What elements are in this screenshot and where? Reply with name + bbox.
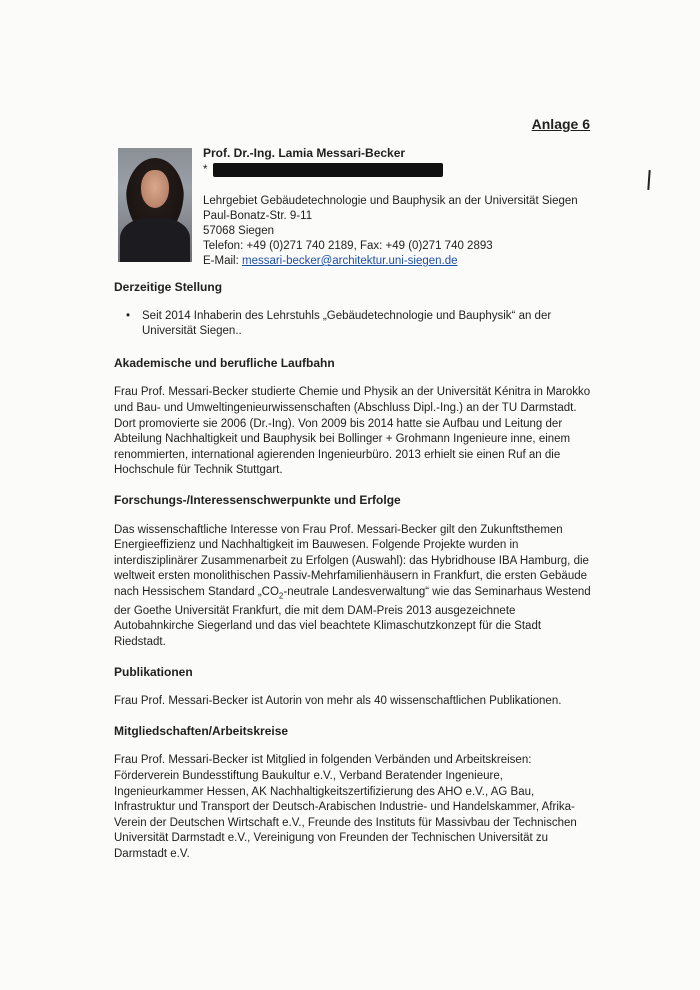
birth-line bbox=[203, 162, 578, 178]
margin-pen-mark bbox=[647, 170, 650, 190]
annex-label: Anlage 6 bbox=[531, 116, 590, 132]
street: Paul-Bonatz-Str. 9-11 bbox=[203, 210, 313, 222]
email-line bbox=[203, 254, 578, 269]
heading-career: Akademische und berufliche Laufbahn bbox=[114, 355, 335, 370]
publications-text: Frau Prof. Messari-Becker ist Autorin von mehr als 40 wissenschaftlichen Publikationen. bbox=[114, 695, 562, 708]
department: Lehrgebiet Gebäudetechnologie und Bauphysik an der Universität Siegen bbox=[203, 195, 578, 207]
current-position-list bbox=[114, 309, 594, 340]
memberships-text: Frau Prof. Messari-Becker ist Mitglied in folgenden Verbänden und Arbeitskreisen: Förderverein Bundesstiftung Baukultur e.V., Verband Beratender Ingenieure, Ingenieurkammer Hessen, AK Nachhaltigkeitszertifizierung des AHO e.V., AG Bau, Infrastruktur und Transport der Deutsch-Arabischen Industrie- und Handelskammer, Afrika-Verein der Deutschen Wirtschaft e.V., Freunde des Instituts für Massivbau der Technischen Universität Darmstadt e.V., Vereinigung von Freunden der Technischen Universität zu Darmstadt e.V. bbox=[114, 754, 577, 860]
birth-marker: * bbox=[203, 163, 208, 176]
city: 57068 Siegen bbox=[203, 225, 274, 237]
research-text: Das wissenschaftliche Interesse von Frau Prof. Messari-Becker gilt den Zukunftsthemen Energieeffizienz und Nachhaltigkeit im Bauwesen. Folgende Projekte wurden in interdisziplinärer Zusammenarbeit zu Erfolgen (Auswahl): das Hybridhouse IBA Hamburg, die weltweit ersten monolithischen Passiv-Mehrfamilienhäusern in Frankfurt, die ersten Gebäude nach Hessischem Standard $„CO_2$-neutrale Landesverwaltung“ wie das Seminarhaus Westend der Goethe Universität Frankfurt, die mit dem DAM-Preis 2013 ausgezeichnete Autobahnkirche Siegerland und das viel beachtete Klimaschutzkonzept für die Stadt Riedstadt. bbox=[114, 523, 591, 648]
cv-content bbox=[114, 280, 594, 863]
heading-memberships: Mitgliedschaften/Arbeitskreise bbox=[114, 723, 289, 738]
redaction-bar bbox=[213, 163, 443, 177]
heading-current-position: Derzeitige Stellung bbox=[114, 280, 223, 294]
heading-publications: Publikationen bbox=[114, 664, 193, 679]
email-label: E-Mail: bbox=[203, 255, 242, 267]
heading-research: Forschungs-/Interessenschwerpunkte und Erfolge bbox=[114, 492, 401, 507]
contact-block bbox=[203, 146, 578, 269]
email-link[interactable]: messari-becker@architektur.uni-siegen.de bbox=[241, 255, 458, 267]
person-name: Prof. Dr.-Ing. Lamia Messari-Becker bbox=[203, 146, 406, 160]
phone-fax: Telefon: +49 (0)271 740 2189, Fax: +49 (0)271 740 2893 bbox=[203, 240, 493, 252]
career-text: Frau Prof. Messari-Becker studierte Chemie und Physik an der Universität Kénitra in Marokko und Bau- und Umweltingenieurwissenschaften (Abschluss Dipl.-Ing.) an der TU Darmstadt. Dort promovierte sie 2006 (Dr.-Ing). Von 2009 bis 2014 hatte sie Aufbau und Leitung der Abteilung Nachhaltigkeit und Bauphysik bei Bollinger + Grohmann Ingenieure inne, einem renommierten, international agierenden Ingenieurbüro. 2013 erhielt sie einen Ruf an die Hochschule für Technik Stuttgart. bbox=[114, 386, 591, 477]
list-item: • Seit 2014 Inhaberin des Lehrstuhls „Gebäudetechnologie und Bauphysik“ an der Universität Siegen.. bbox=[142, 309, 594, 340]
portrait-photo bbox=[118, 148, 192, 262]
